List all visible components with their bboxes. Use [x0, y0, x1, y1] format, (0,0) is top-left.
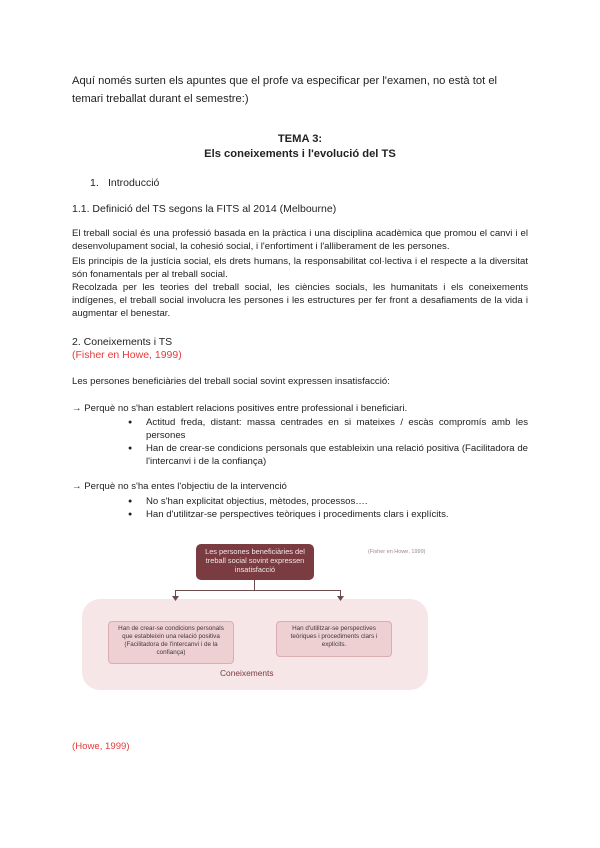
bullet-item: ● Han d'utilitzar-se perspectives teòriques i procediments clars i explícits. — [128, 508, 528, 521]
knowledge-diagram — [80, 540, 432, 692]
title-line-2: Els coneixements i l'evolució del TS — [204, 148, 396, 160]
paragraph-theories: Recolzada per les teories del treball social, les ciències socials, les humanitats i els coneixements indígenes, el treball social involucra les persones i les estructures per fer front a desafiaments de la vida i augmentar el benestar. — [72, 282, 528, 319]
intro-line-1: Aquí només surten els apuntes que el profe va especificar per l'examen, no està tot el — [72, 75, 498, 87]
diagram-left-box: Han de crear-se condicions personals que estableixin una relació positiva (Facilitadora de l'intercanvi i de la confiança) — [108, 621, 234, 664]
reason-2: → Perquè no s'ha entes l'objectiu de la intervenció — [72, 481, 287, 492]
reason-1: → Perquè no s'han establert relacions positives entre professional i beneficiari. — [72, 403, 408, 414]
intro-line-2: temari treballat durant el semestre:) — [72, 93, 249, 105]
subsection-1-1-heading: 1.1. Definició del TS segons la FITS al 2014 (Melbourne) — [72, 203, 337, 215]
dissatisfaction-statement: Les persones beneficiàries del treball social sovint expressen insatisfacció: — [72, 376, 390, 387]
diagram-citation: (Fisher en Howe, 1999) — [368, 549, 426, 555]
bullet-item: ● Han de crear-se condicions personals que estableixin una relació positiva (Facilitadora de l'intercanvi i de la confiança) — [128, 442, 528, 468]
section-2-heading: 2. Coneixements i TS — [72, 336, 173, 348]
arrowhead-right-icon — [337, 596, 344, 601]
reason-1-bullets — [128, 416, 528, 468]
connector-vertical — [254, 580, 255, 590]
bullet-item: ● Actitud freda, distant: massa centrades en si mateixes / escàs compromís amb les persones — [128, 416, 528, 442]
paragraph-principles: Els principis de la justícia social, els drets humans, la responsabilitat col·lectiva i el respecte a la diversitat són fonamentals per al treball social. — [72, 256, 528, 280]
section-1-number: 1. — [90, 177, 99, 189]
diagram-top-box: Les persones beneficiàries del treball social sovint expressen insatisfacció — [196, 544, 314, 580]
bullet-item: ● No s'han explicitat objectius, mètodes, processos…. — [128, 495, 528, 508]
paragraph-definition: El treball social és una professió basada en la pràctica i una disciplina acadèmica que promou el canvi i el desenvolupament social, la cohesió social, i l'enfortiment i l'alliberament de les persones. — [72, 228, 528, 252]
section-1-heading — [90, 177, 159, 189]
diagram-right-box: Han d'utilitzar-se perspectives teòriques i procediments clars i explícits. — [276, 621, 392, 657]
bottom-citation: (Howe, 1999) — [72, 741, 130, 752]
section-2-citation: (Fisher en Howe, 1999) — [72, 349, 182, 361]
arrowhead-left-icon — [172, 596, 179, 601]
connector-horizontal — [175, 590, 341, 591]
diagram-panel-label: Coneixements — [220, 668, 274, 678]
intro-note — [72, 72, 532, 108]
section-1-label: Introducció — [108, 177, 160, 189]
title-line-1: TEMA 3: — [277, 133, 323, 145]
reason-2-bullets — [128, 495, 528, 521]
